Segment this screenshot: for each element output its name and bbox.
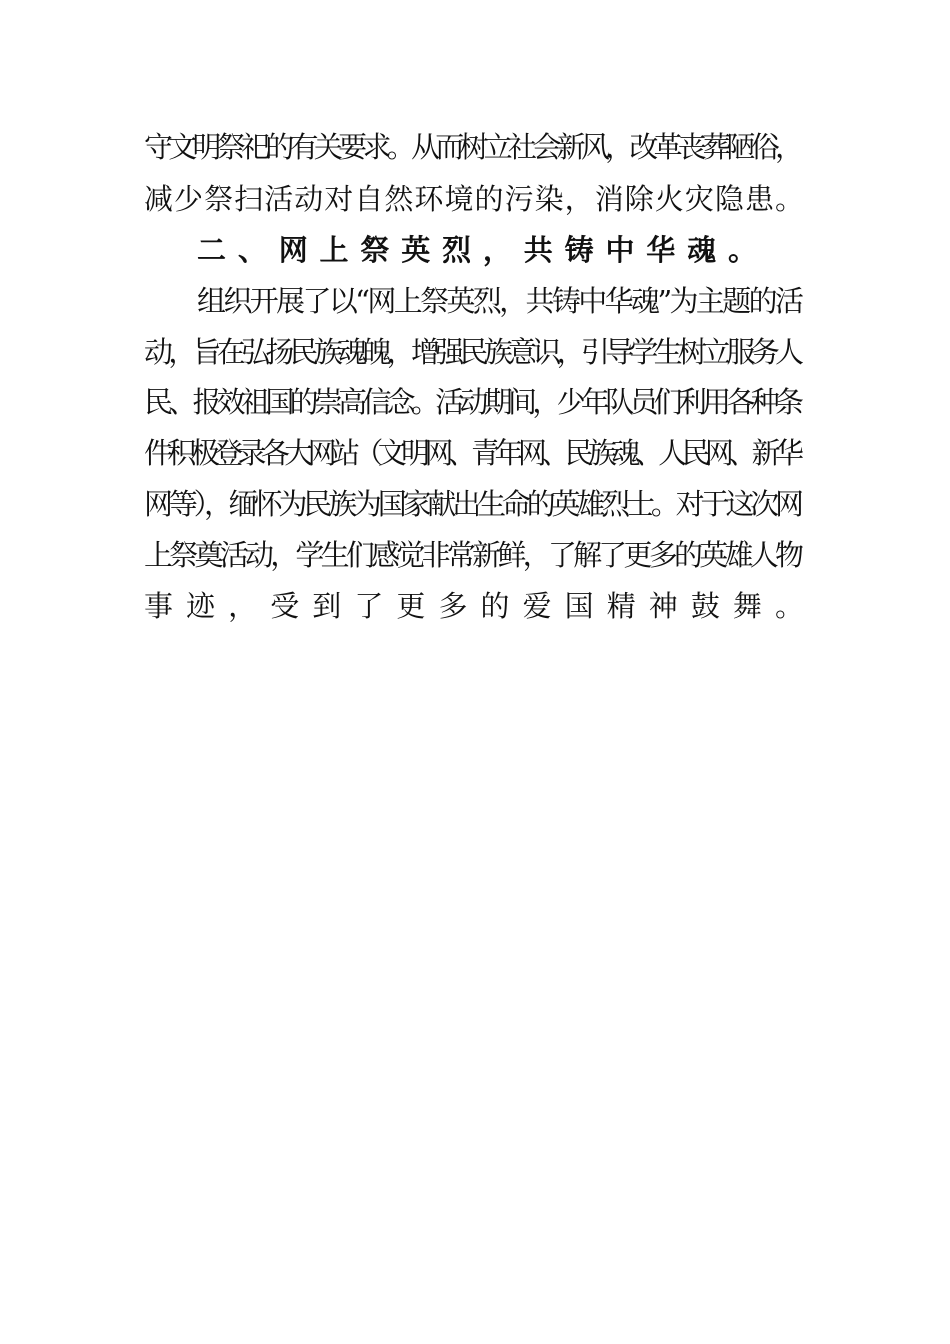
text-line: 民、报效祖国的崇高信念。活动期间，少年队员们利用各种条 <box>144 385 800 419</box>
paragraph-2-line-2 <box>144 332 804 372</box>
paragraph-2-line-5 <box>144 484 804 524</box>
paragraph-2-line-6 <box>144 535 804 575</box>
text-line: 动，旨在弘扬民族魂魄，增强民族意识，引导学生树立服务人 <box>144 335 800 369</box>
heading-text: 二、网上祭英烈，共铸中华魂。 <box>197 233 769 267</box>
paragraph-1-line-1 <box>144 127 804 167</box>
paragraph-2-line-3 <box>144 382 804 422</box>
text-line: 减少祭扫活动对自然环境的污染，消除火灾隐患。 <box>144 182 806 216</box>
text-line: 守文明祭祀的有关要求。从而树立社会新风，改革丧葬陋俗， <box>144 130 800 164</box>
paragraph-2-line-1 <box>197 281 804 321</box>
text-line: 网等），缅怀为民族为国家献出生命的英雄烈士。对于这次网 <box>144 487 800 521</box>
text-line: 上祭奠活动，学生们感觉非常新鲜，了解了更多的英雄人物 <box>144 538 801 572</box>
text-line: 事迹，受到了更多的爱国精神鼓舞。 <box>144 589 818 623</box>
paragraph-2-line-4 <box>144 433 804 473</box>
section-heading <box>197 230 769 270</box>
paragraph-2-line-7 <box>144 586 818 626</box>
paragraph-1-line-2 <box>144 179 804 219</box>
text-line: 组织开展了以“网上祭英烈，共铸中华魂”为主题的活 <box>197 284 802 318</box>
text-line: 件积极登录各大网站（文明网、青年网、民族魂、人民网、新华 <box>144 436 799 470</box>
